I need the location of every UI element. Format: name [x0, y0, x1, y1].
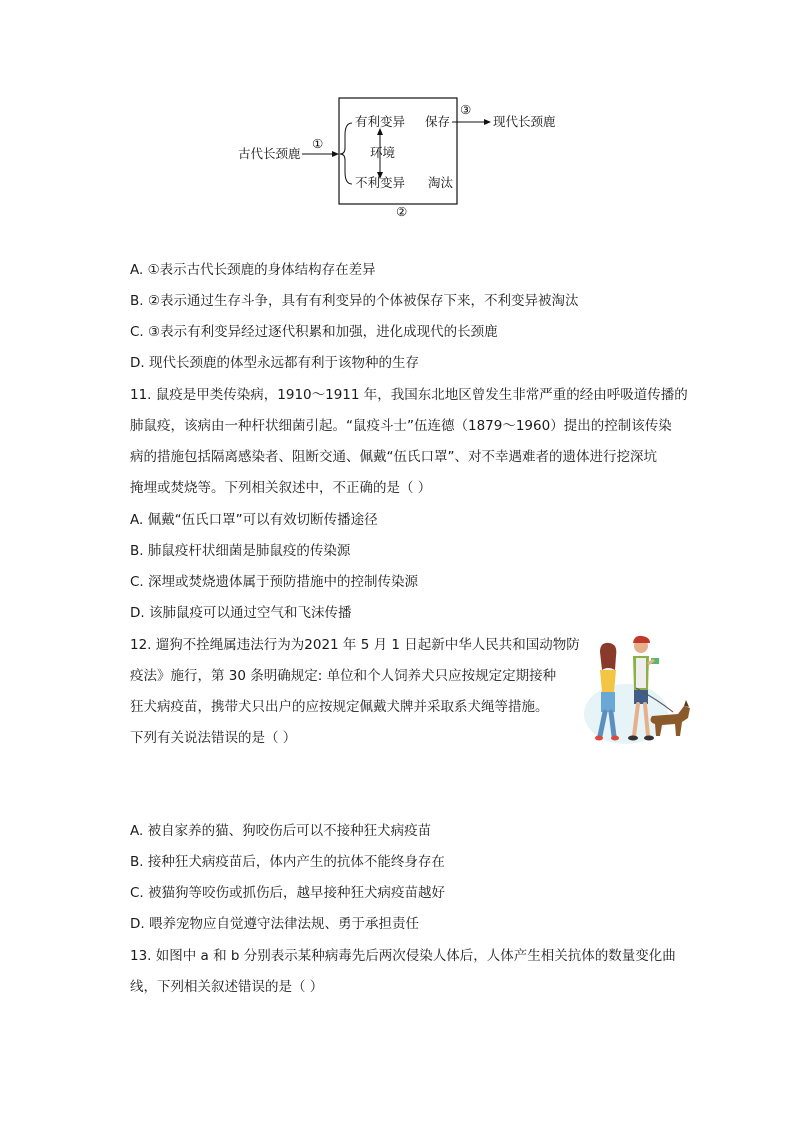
- q11-stem-line-3: 病的措施包括隔离感染者、阻断交通、佩戴“伍氏口罩”、对不幸遇难者的遗体进行挖深坑: [130, 449, 657, 465]
- arrow-1-head: [332, 151, 339, 157]
- q12-option-a: A. 被自家养的猫、狗咬伤后可以不接种狂犬病疫苗: [130, 823, 432, 839]
- q12-option-b: B. 接种狂犬病疫苗后，体内产生的抗体不能终身存在: [130, 854, 445, 870]
- q13-stem-line-1: 13. 如图中 a 和 b 分别表示某种病毒先后两次侵染人体后，人体产生相关抗体的数量变化曲: [130, 948, 676, 964]
- label-favorable-variation: 有利变异: [355, 114, 406, 129]
- q12-stem-line-3: 狂犬病疫苗，携带犬只出户的应按规定佩戴犬牌并采取系犬绳等措施。: [130, 699, 549, 715]
- brace: [340, 123, 352, 184]
- q10-option-d: D. 现代长颈鹿的体型永远都有利于该物种的生存: [130, 355, 419, 371]
- q11-stem-line-2: 肺鼠疫，该病由一种杆状细菌引起。“鼠疫斗士”伍连德（1879～1960）提出的控制该传染: [130, 418, 672, 434]
- q11-stem-line-1: 11. 鼠疫是甲类传染病，1910～1911 年，我国东北地区曾发生非常严重的经由呼吸道传播的: [130, 387, 688, 403]
- q11-option-c: C. 深埋或焚烧遗体属于预防措施中的控制传染源: [130, 574, 419, 590]
- marker-1: ①: [312, 136, 324, 151]
- q11-stem-line-4: 掩埋或焚烧等。下列相关叙述中，不正确的是（ ）: [130, 480, 432, 496]
- marker-2: ②: [396, 204, 408, 219]
- q12-option-c: C. 被猫狗等咬伤或抓伤后，越早接种狂犬病疫苗越好: [130, 885, 446, 901]
- q13-stem-line-2: 线，下列相关叙述错误的是（ ）: [130, 979, 324, 995]
- q11-option-d: D. 该肺鼠疫可以通过空气和飞沫传播: [130, 605, 352, 621]
- people-walking-dog-illustration: [578, 630, 698, 746]
- q12-option-d: D. 喂养宠物应自觉遵守法律法规、勇于承担责任: [130, 916, 419, 932]
- label-ancient-giraffe: 古代长颈鹿: [238, 146, 301, 161]
- q12-stem-line-2: 疫法》施行，第 30 条明确规定: 单位和个人饲养犬只应按规定定期接种: [130, 668, 557, 684]
- arrow-3-head: [484, 119, 491, 125]
- marker-3: ③: [460, 102, 472, 117]
- label-modern-giraffe: 现代长颈鹿: [493, 114, 556, 129]
- q12-stem-line-4: 下列有关说法错误的是（ ）: [130, 730, 297, 746]
- environment-arrow-up: [377, 128, 383, 135]
- q10-option-c: C. ③表示有利变异经过逐代积累和加强，进化成现代的长颈鹿: [130, 324, 498, 340]
- label-unfavorable-variation: 不利变异: [355, 175, 406, 190]
- label-eliminate: 淘汰: [428, 175, 454, 190]
- label-preserve: 保存: [425, 114, 451, 129]
- q10-option-b: B. ②表示通过生存斗争，具有有利变异的个体被保存下来，不利变异被淘汰: [130, 293, 579, 309]
- q11-option-b: B. 肺鼠疫杆状细菌是肺鼠疫的传染源: [130, 543, 351, 559]
- q10-option-a: A. ①表示古代长颈鹿的身体结构存在差异: [130, 262, 376, 278]
- q12-stem-line-1: 12. 遛狗不拴绳属违法行为为2021 年 5 月 1 日起新中华人民共和国动物防: [130, 637, 580, 653]
- label-environment: 环境: [370, 145, 396, 160]
- q11-option-a: A. 佩戴“伍氏口罩”可以有效切断传播途径: [130, 512, 378, 528]
